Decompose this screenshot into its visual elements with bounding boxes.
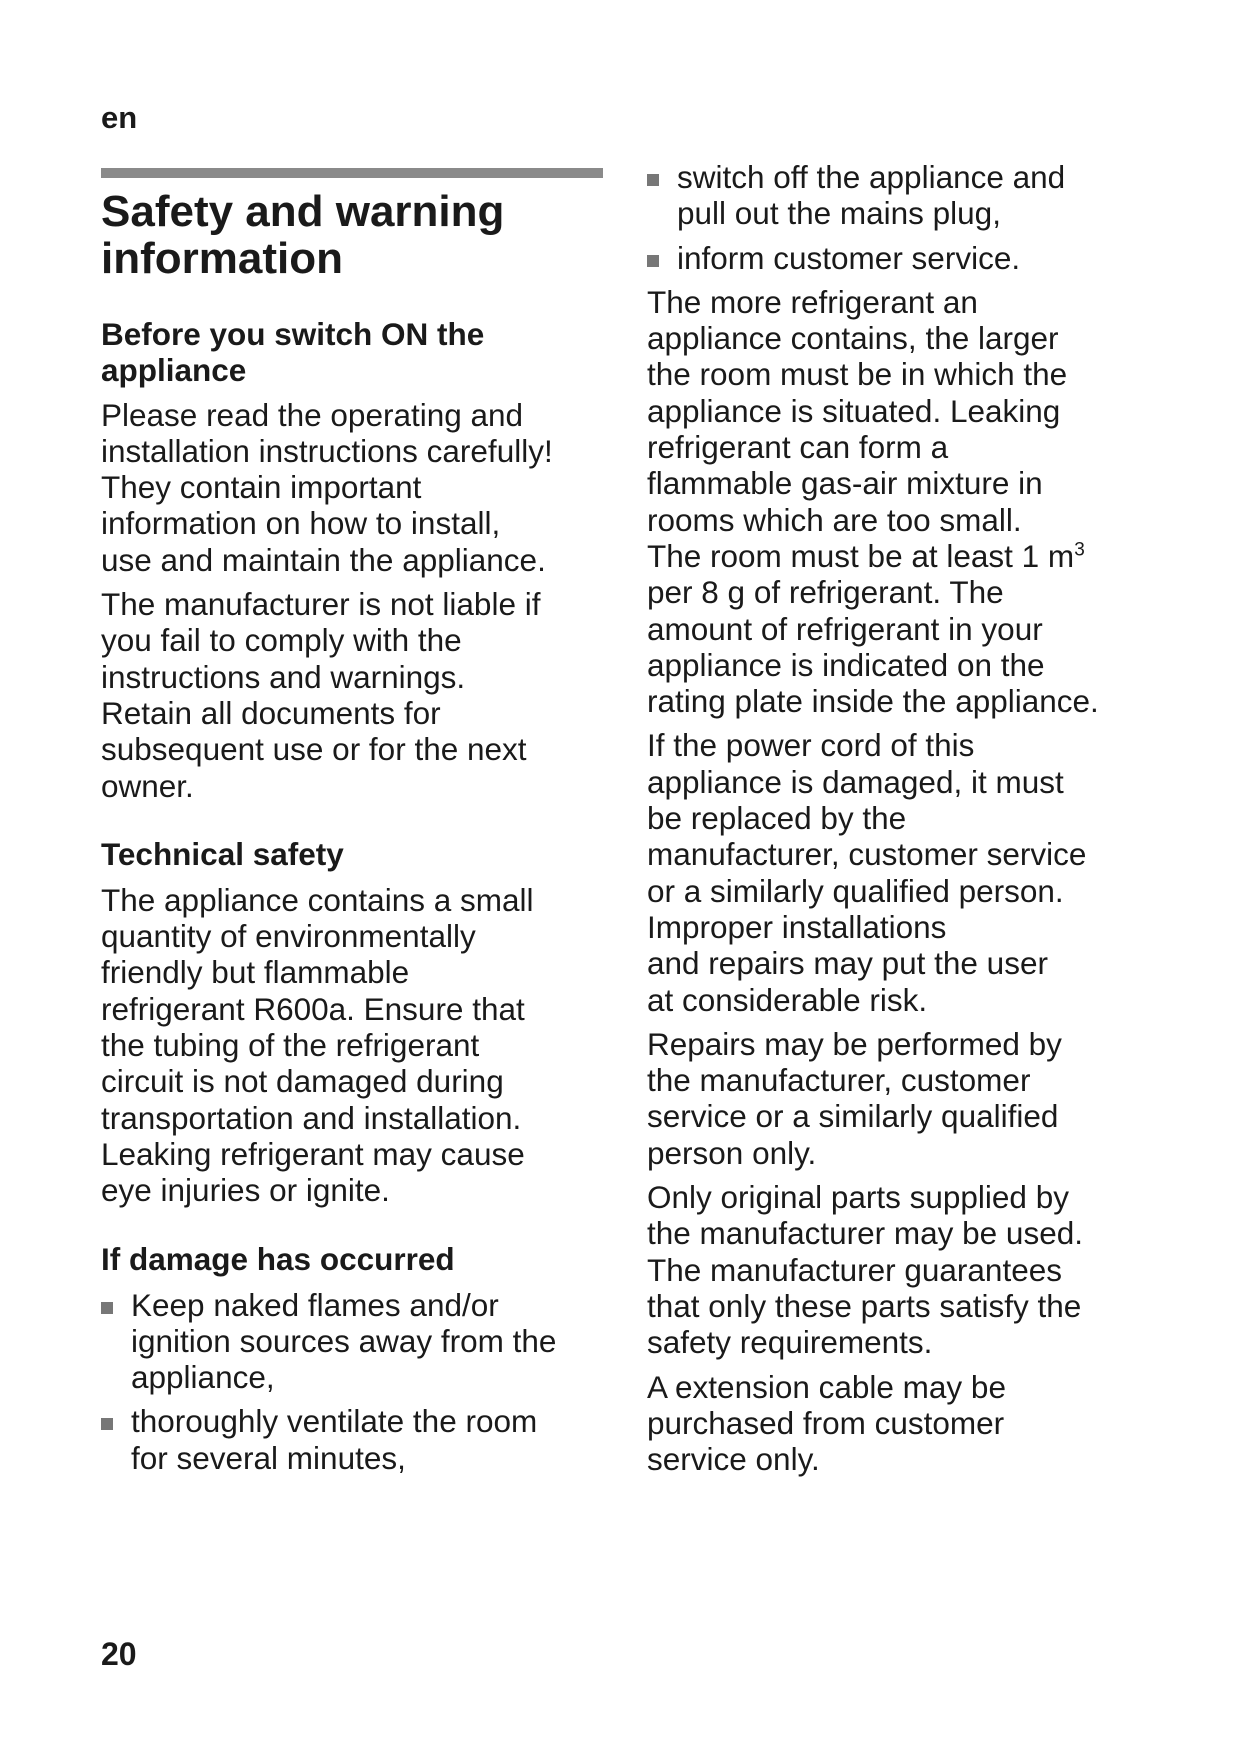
paragraph-original-parts: Only original parts supplied by the manufacturer may be used. The manufacturer guarantees that only these parts satisfy the safety requirements. bbox=[647, 1179, 1083, 1361]
title-line-2: information bbox=[101, 234, 343, 283]
section-divider bbox=[101, 168, 603, 178]
bullet-square-icon bbox=[101, 1418, 113, 1430]
list-item: inform customer service. bbox=[647, 240, 1167, 276]
page-title bbox=[101, 188, 611, 282]
heading-technical-safety: Technical safety bbox=[101, 835, 344, 872]
bullet-square-icon bbox=[101, 1302, 113, 1314]
title-line-1: Safety and warning bbox=[101, 187, 505, 236]
page-number: 20 bbox=[101, 1636, 137, 1672]
paragraph-power-cord: If the power cord of this appliance is damaged, it must be replaced by the manufacturer, customer service or a similarly qualified person. Improper installations and repairs may put the user at considerable risk. bbox=[647, 727, 1087, 1018]
list-item: Keep naked flames and/or ignition sources away from the appliance, bbox=[101, 1287, 611, 1396]
right-column bbox=[647, 159, 1167, 1485]
damage-bullet-list-continued bbox=[647, 159, 1167, 276]
bullet-square-icon bbox=[647, 255, 659, 267]
left-column bbox=[101, 188, 611, 1484]
paragraph-read-instructions: Please read the operating and installation instructions carefully! They contain important information on how to install, use and maintain the appliance. bbox=[101, 396, 553, 578]
damage-bullet-list bbox=[101, 1287, 611, 1476]
paragraph-manufacturer-liability: The manufacturer is not liable if you fail to comply with the instructions and warnings. Retain all documents for subsequent use or for the next owner. bbox=[101, 586, 541, 804]
paragraph-extension-cable: A extension cable may be purchased from customer service only. bbox=[647, 1368, 1006, 1478]
list-item: thoroughly ventilate the room for several minutes, bbox=[101, 1403, 611, 1476]
heading-before-switch-on: Before you switch ON the appliance bbox=[101, 316, 485, 389]
paragraph-repairs: Repairs may be performed by the manufacturer, customer service or a similarly qualified person only. bbox=[647, 1025, 1062, 1171]
list-item: switch off the appliance and pull out the mains plug, bbox=[647, 159, 1167, 232]
bullet-square-icon bbox=[647, 174, 659, 186]
heading-damage-occurred: If damage has occurred bbox=[101, 1240, 455, 1277]
paragraph-room-size: The more refrigerant an appliance contains, the larger the room must be in which the appliance is situated. Leaking refrigerant can form a flammable gas-air mixture in rooms which are too small. The room must be at least 1 $m^3$ per 8 g of refrigerant. The amount of refrigerant in your appliance is indicated on the rating plate inside the appliance. bbox=[647, 283, 1099, 720]
paragraph-refrigerant: The appliance contains a small quantity of environmentally friendly but flammable refrigerant R600a. Ensure that the tubing of the refrigerant circuit is not damaged during transportation and installation. Leaking refrigerant may cause eye injuries or ignite. bbox=[101, 881, 534, 1209]
language-code: en bbox=[101, 100, 138, 135]
